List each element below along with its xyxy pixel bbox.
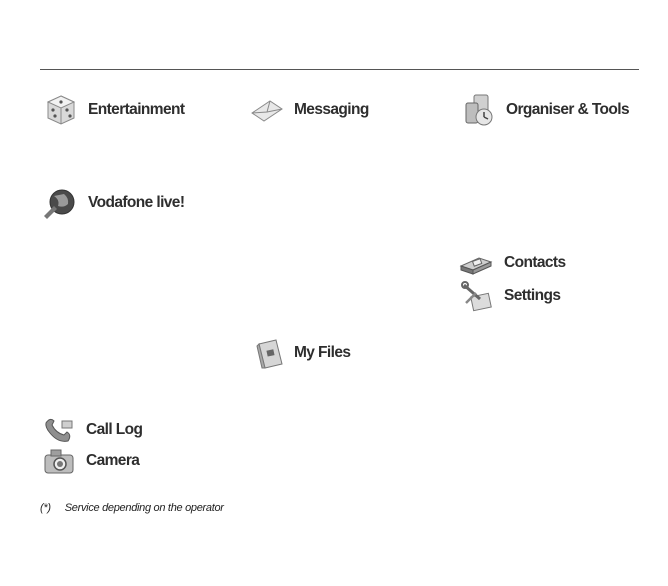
menu-item-label: My Files — [294, 344, 351, 361]
dice-icon — [44, 93, 78, 127]
footnote — [40, 502, 224, 514]
menu-item-label: Entertainment — [88, 101, 185, 118]
menu-item-entertainment[interactable] — [44, 93, 184, 127]
organiser-tools-icon — [462, 93, 496, 127]
call-log-icon — [42, 413, 76, 447]
menu-item-camera[interactable] — [42, 444, 139, 478]
menu-item-my-files[interactable] — [254, 336, 350, 370]
menu-item-vodafone-live[interactable] — [40, 186, 184, 220]
menu-item-call-log[interactable] — [42, 413, 142, 447]
menu-item-label: Camera — [86, 452, 140, 469]
footnote-mark: (*) — [40, 502, 51, 514]
menu-item-contacts[interactable] — [458, 246, 566, 280]
menu-item-label: Organiser & Tools — [506, 101, 630, 118]
menu-item-label: Call Log — [86, 421, 143, 438]
menu-item-organiser-tools[interactable] — [462, 93, 629, 127]
settings-tools-icon — [460, 279, 494, 313]
menu-item-label: Messaging — [294, 101, 369, 118]
envelope-icon — [250, 93, 284, 127]
menu-item-settings[interactable] — [460, 279, 560, 313]
address-book-icon — [458, 246, 494, 280]
globe-icon — [40, 186, 78, 220]
camera-icon — [42, 444, 76, 478]
menu-item-label: Vodafone live! — [88, 194, 185, 211]
menu-item-messaging[interactable] — [250, 93, 369, 127]
footnote-text: Service depending on the operator — [64, 502, 224, 514]
menu-item-label: Contacts — [504, 254, 566, 271]
menu-item-label: Settings — [504, 287, 561, 304]
folder-icon — [254, 336, 288, 370]
header-rule — [40, 69, 639, 70]
